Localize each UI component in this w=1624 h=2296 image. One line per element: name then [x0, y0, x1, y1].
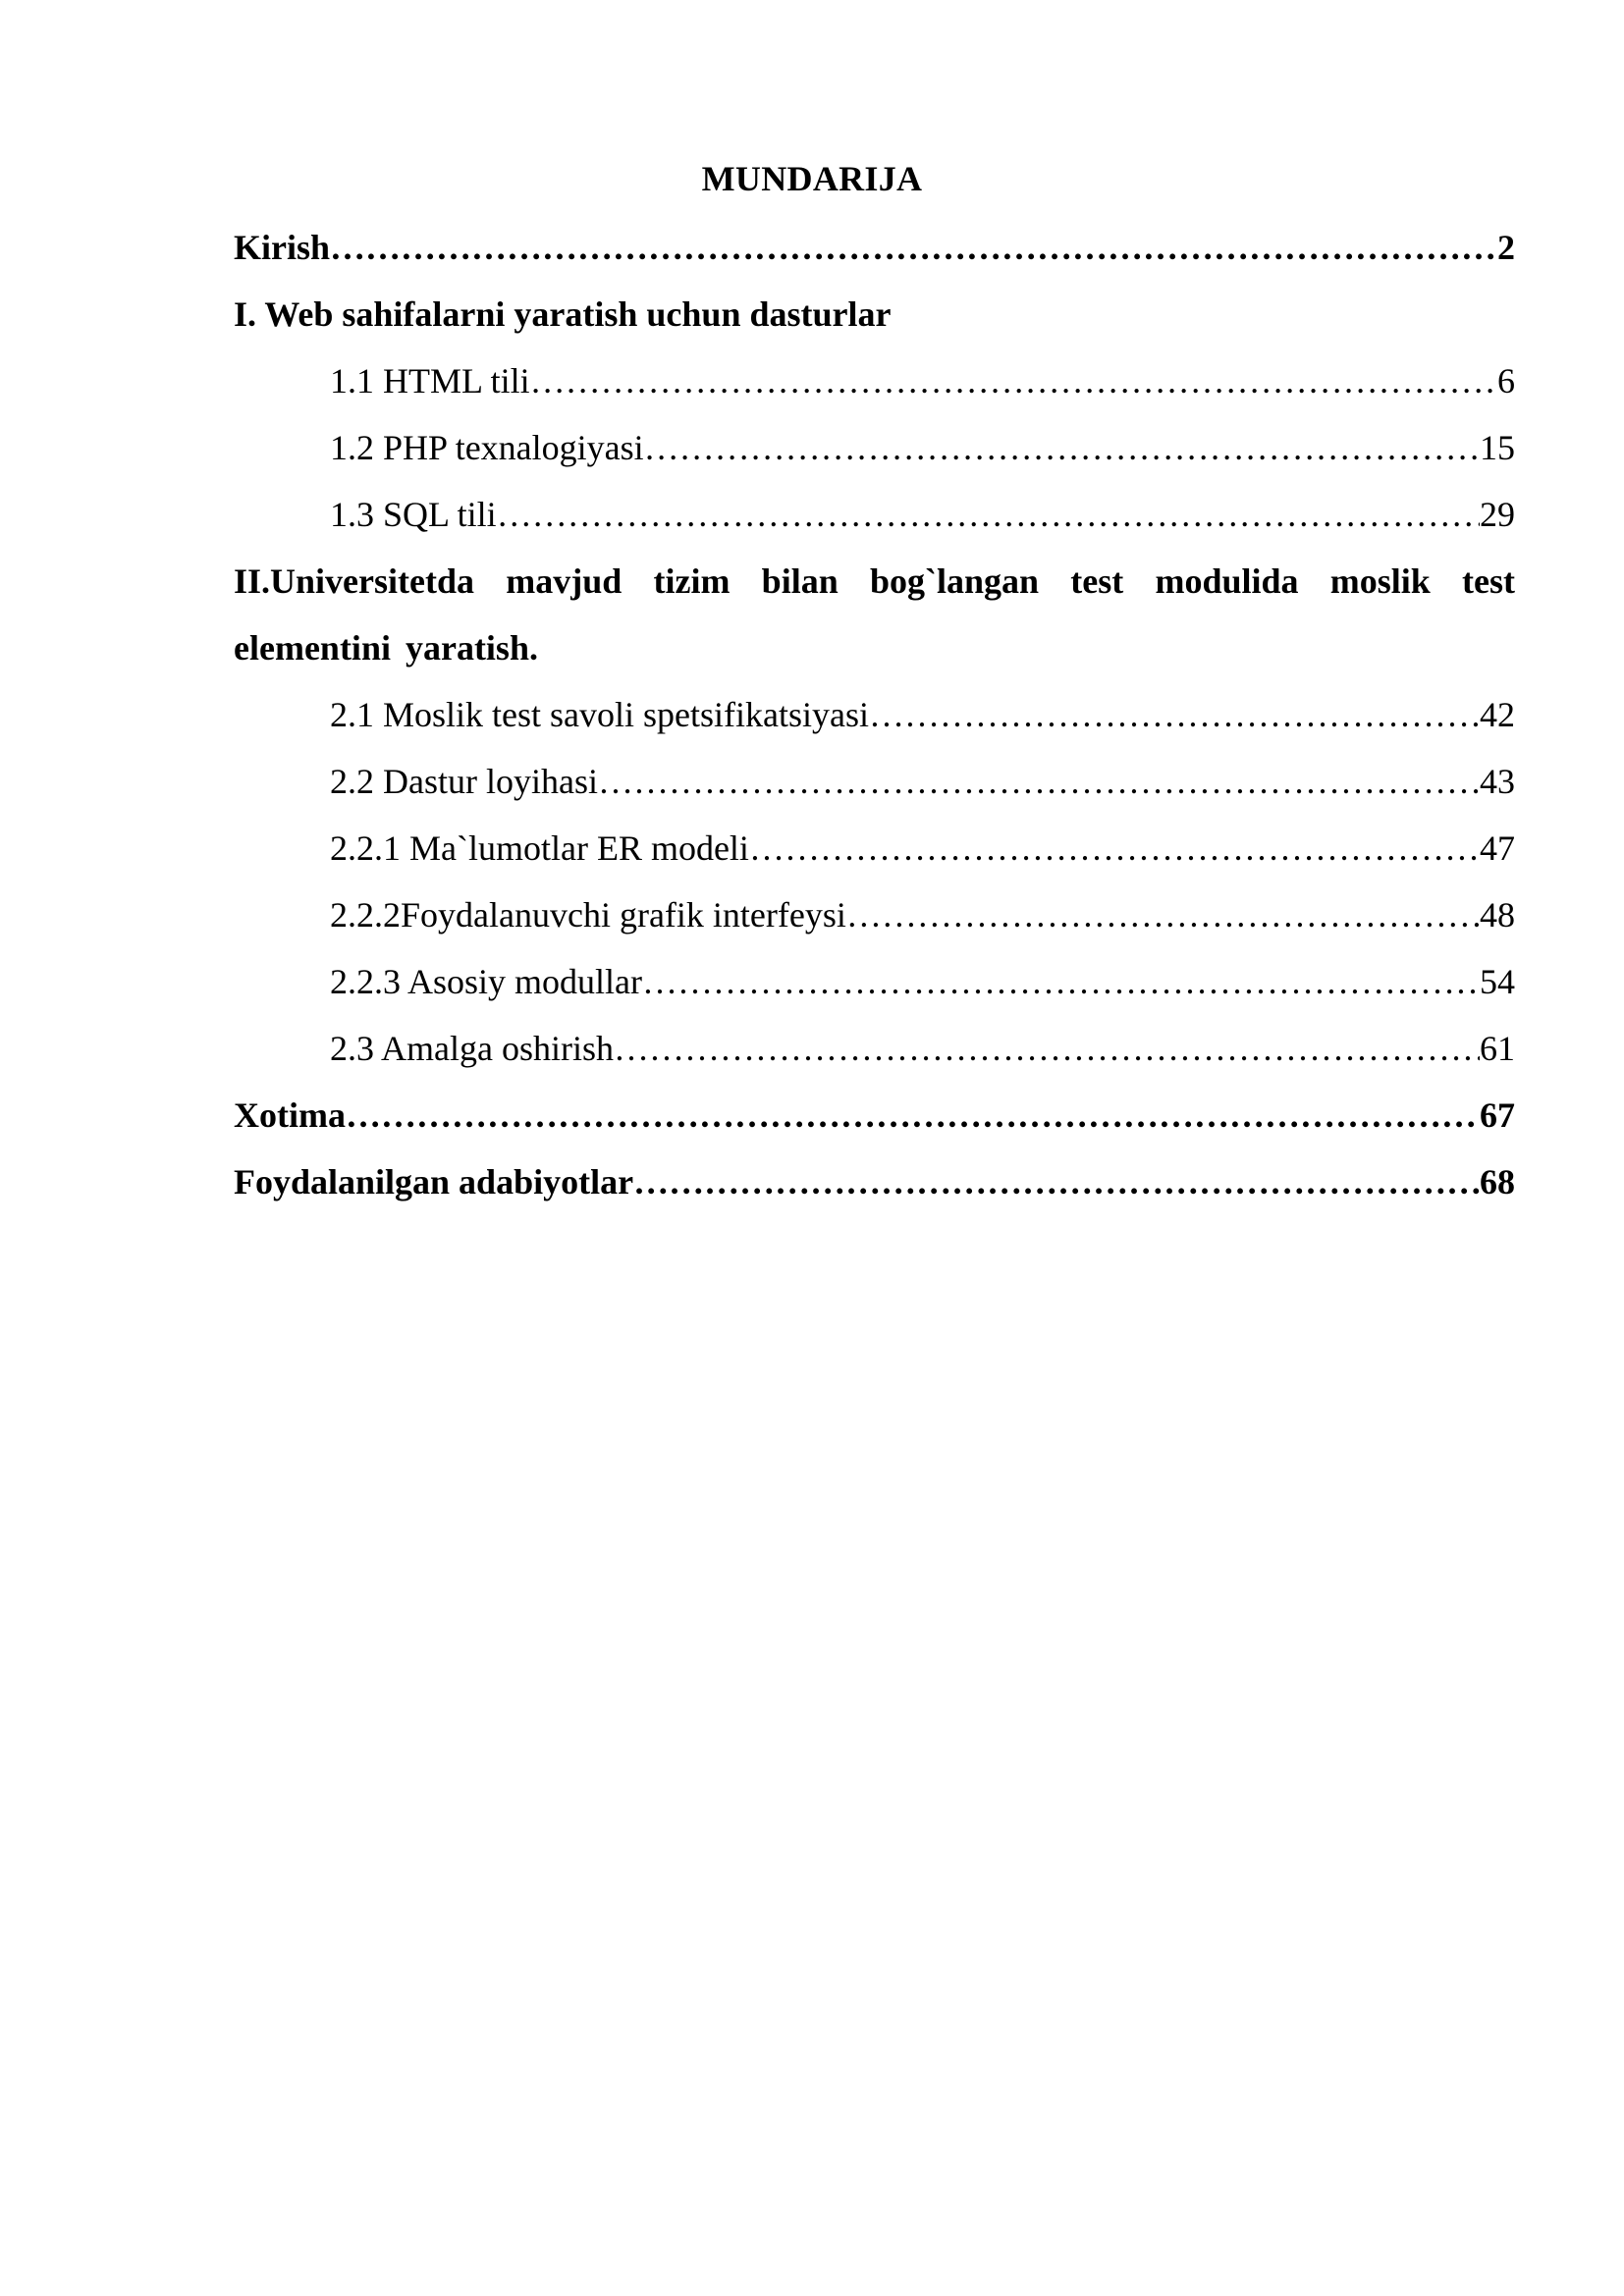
toc-item-2-3[interactable]	[234, 1015, 1515, 1082]
toc-item-1-2[interactable]	[234, 414, 1515, 481]
toc-page-number: 42	[1480, 695, 1515, 734]
toc-chapter-1-heading[interactable]	[234, 281, 1515, 347]
toc-chapter-2-heading[interactable]	[234, 548, 1515, 681]
toc-leader	[346, 1082, 1480, 1148]
toc-item-xotima[interactable]	[234, 1082, 1515, 1148]
toc-item-label: 1.3 SQL tili	[330, 495, 497, 534]
toc-item-label: Xotima	[234, 1095, 346, 1135]
toc-leader	[330, 214, 1497, 281]
toc-item-2-2[interactable]	[234, 748, 1515, 815]
toc-leader	[644, 414, 1480, 481]
toc-page-number: 6	[1497, 361, 1515, 400]
toc-leader	[598, 748, 1480, 815]
toc-page-number: 61	[1480, 1029, 1515, 1068]
toc-page-number: 43	[1480, 762, 1515, 801]
toc-item-kirish[interactable]	[234, 214, 1515, 281]
toc-page-number: 29	[1480, 495, 1515, 534]
toc-heading-text: I. Web sahifalarni yaratish uchun dasturlar	[234, 294, 892, 334]
toc-item-2-2-1[interactable]	[234, 815, 1515, 881]
toc-page-number: 2	[1497, 228, 1515, 267]
toc-item-2-2-2[interactable]	[234, 881, 1515, 948]
toc-page-number: 67	[1480, 1095, 1515, 1135]
toc-leader	[633, 1148, 1480, 1215]
toc-leader	[846, 881, 1480, 948]
toc-item-label: 2.2.1 Ma`lumotlar ER modeli	[330, 828, 749, 868]
toc-item-label: Kirish	[234, 228, 331, 267]
toc-leader	[749, 815, 1480, 881]
toc-page-number: 47	[1480, 828, 1515, 868]
toc-item-label: 2.2.2Foydalanuvchi grafik interfeysi	[330, 895, 846, 934]
toc-leader	[642, 948, 1480, 1015]
toc-item-1-3[interactable]	[234, 481, 1515, 548]
toc-item-label: 1.2 PHP texnalogiyasi	[330, 428, 644, 467]
toc-item-label: 2.2.3 Asosiy modullar	[330, 962, 643, 1001]
toc-page-number: 48	[1480, 895, 1515, 934]
toc-item-label: Foydalanilgan adabiyotlar	[234, 1162, 634, 1201]
toc-item-adabiyotlar[interactable]	[234, 1148, 1515, 1215]
toc-item-label: 1.1 HTML tili	[330, 361, 530, 400]
toc-leader	[497, 481, 1480, 548]
toc-heading-text: II.Universitetda mavjud tizim bilan bog`langan test modulida moslik test elementini yaratish.	[234, 561, 1515, 667]
toc-item-2-2-3[interactable]	[234, 948, 1515, 1015]
toc-page-number: 68	[1480, 1162, 1515, 1201]
toc-leader	[530, 347, 1497, 414]
page-title: MUNDARIJA	[701, 159, 923, 198]
toc-leader	[869, 681, 1480, 748]
toc-item-label: 2.2 Dastur loyihasi	[330, 762, 598, 801]
toc-page-number: 15	[1480, 428, 1515, 467]
toc-item-label: 2.1 Moslik test savoli spetsifikatsiyasi	[330, 695, 869, 734]
toc-item-label: 2.3 Amalga oshirish	[330, 1029, 614, 1068]
toc-item-2-1[interactable]	[234, 681, 1515, 748]
toc-leader	[614, 1015, 1480, 1082]
toc-item-1-1[interactable]	[234, 347, 1515, 414]
table-of-contents	[234, 214, 1515, 1215]
toc-page-number: 54	[1480, 962, 1515, 1001]
